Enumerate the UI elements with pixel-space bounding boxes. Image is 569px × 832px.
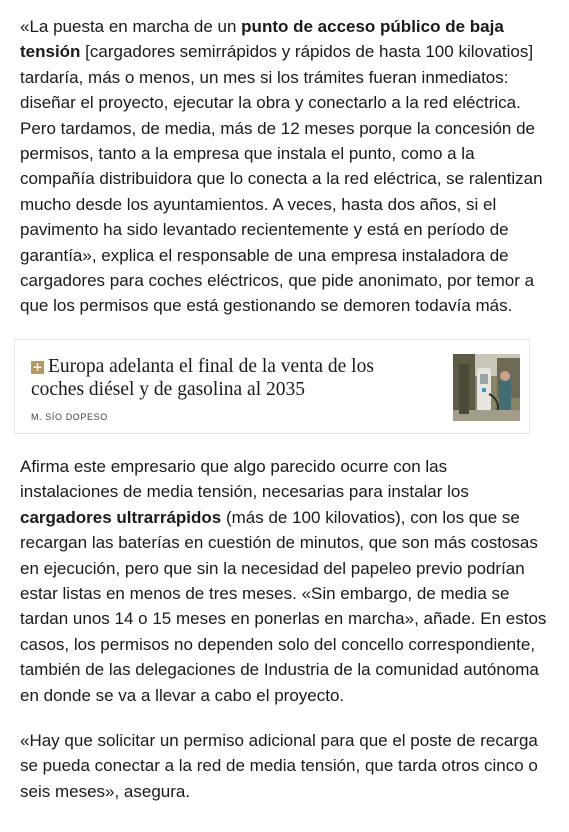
- ev-charger-photo-icon: [453, 354, 520, 421]
- article-paragraph-2: [20, 454, 550, 708]
- paragraph-text: [cargadores semirrápidos y rápidos de hasta 100 kilovatios] tardaría, más o menos, un mes si los trámites fueran inmediatos: diseñar el proyecto, ejecutar la obra y conectarlo a la red eléctrica. Pero tardamos, de media, más de 12 meses porque la concesión de permisos, tanto a la empresa que instala el punto, como a la compañía distribuidora que lo conecta a la red eléctrica, se ralentizan mucho desde los ayuntamientos. A veces, hasta dos años, si el pavimento ha sido levantado recientemente y está en período de garantía», explica el responsable de una empresa instaladora de cargadores para coches eléctricos, que pide anonimato, por temor a que los permisos que está gestionando se demoren todavía más.: [20, 42, 543, 316]
- article-paragraph-3: «Hay que solicitar un permiso adicional para que el poste de recarga se pueda conectar a la red de media tensión, que tarda otros cinco o seis meses», asegura.: [20, 730, 538, 801]
- paragraph-text: Afirma este empresario que algo parecido ocurre con las instalaciones de media tensión, necesarias para instalar los: [20, 456, 469, 502]
- related-article-author: M. SÍO DOPESO: [31, 411, 108, 422]
- related-article-title[interactable]: Europa adelanta el final de la venta de los coches diésel y de gasolina al 2035: [31, 355, 374, 400]
- paragraph-text: «La puesta en marcha de un: [20, 17, 242, 36]
- article-body: [20, 14, 550, 804]
- highlighted-text: cargadores ultrarrápidos: [20, 507, 222, 527]
- highlighted-text: punto de acceso público de baja tensión: [20, 17, 504, 62]
- article-paragraph-1: [20, 14, 550, 319]
- related-article-card[interactable]: [14, 339, 530, 434]
- related-article-thumbnail[interactable]: [453, 354, 520, 421]
- plus-icon: +: [32, 359, 43, 374]
- paragraph-text: (más de 100 kilovatios), con los que se recargan las baterías en cuestión de minutos, que son más costosas en ejecución, pero que sin la necesidad del papeleo previo podrían estar listas en menos de tres meses. «Sin embargo, de media se tardan unos 14 o 15 meses en ponerlas en marcha», añade. En estos casos, los permisos no dependen solo del concello correspondiente, también de las delegaciones de Industria de la comunidad autónoma en donde se va a llevar a cabo el proyecto.: [20, 507, 547, 705]
